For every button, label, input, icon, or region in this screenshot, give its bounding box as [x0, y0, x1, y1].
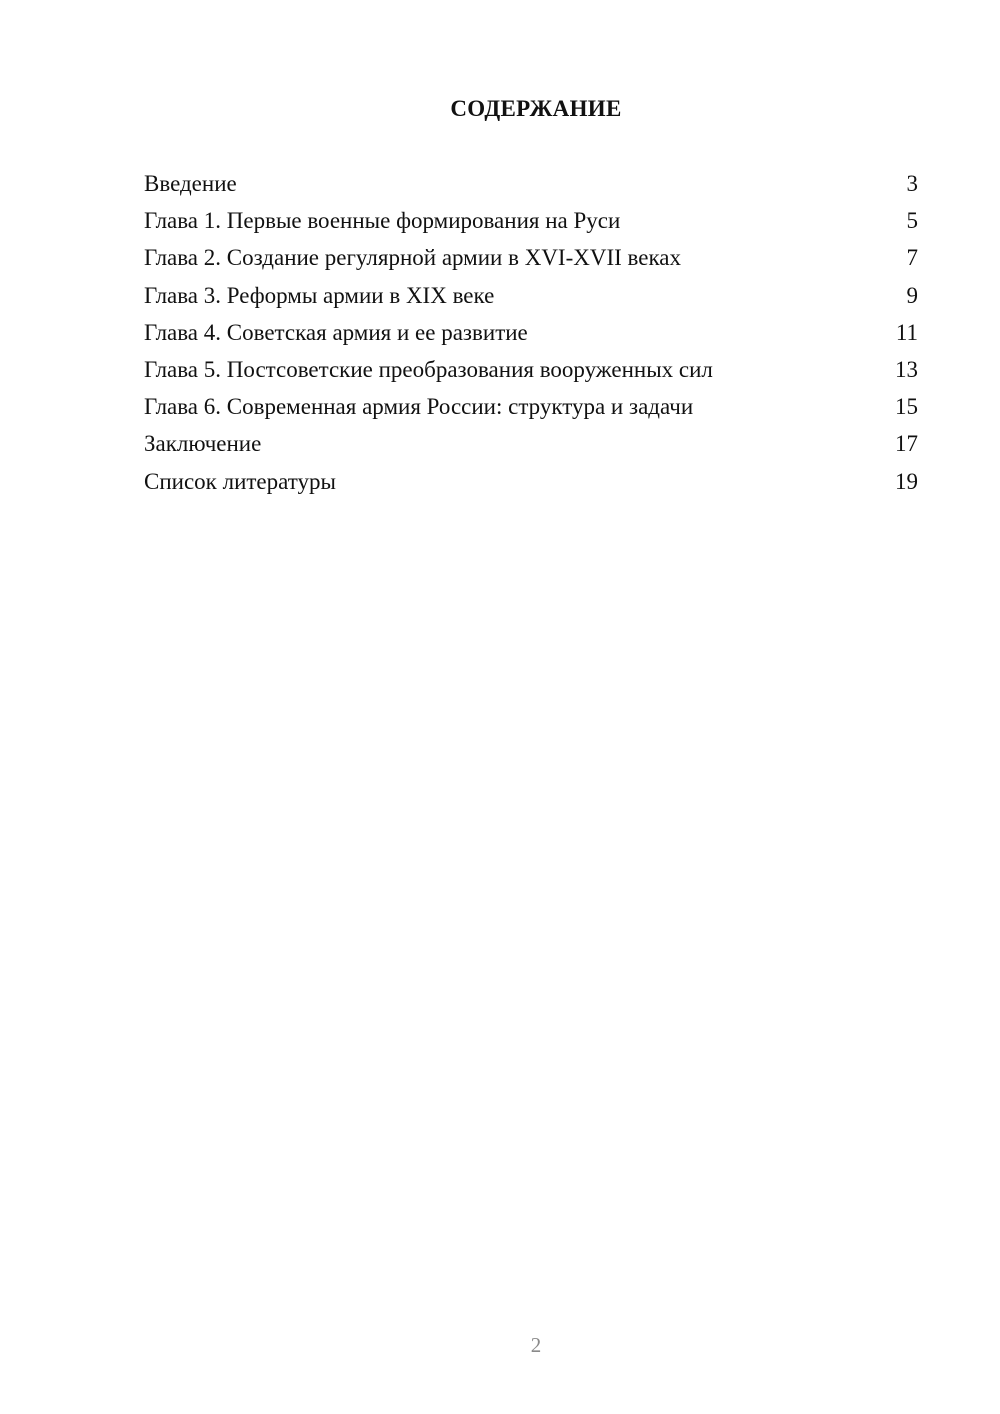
toc-entry-title: Введение [144, 171, 237, 196]
toc-entry-title: Глава 1. Первые военные формирования на Руси [144, 208, 621, 234]
toc-entry-title: Заключение [144, 431, 262, 457]
toc-entry-page: 7 [906, 245, 918, 271]
toc-entry-page: 3 [906, 171, 918, 196]
toc-entry-chapter-2[interactable] [144, 242, 918, 279]
toc-entry-page: 5 [906, 208, 918, 234]
toc-entry-chapter-4[interactable] [144, 317, 918, 354]
toc-entry-chapter-3[interactable] [144, 280, 918, 317]
toc-entry-page: 9 [906, 282, 918, 308]
toc-entry-bibliography[interactable] [144, 466, 918, 503]
toc-entry-conclusion[interactable] [144, 428, 918, 465]
toc-entry-page: 11 [895, 319, 918, 345]
toc-entry-title: Глава 6. Современная армия России: структура и задачи [144, 394, 694, 420]
toc-entry-title: Список литературы [144, 468, 336, 494]
table-of-contents [144, 168, 918, 503]
toc-entry-page: 17 [895, 431, 918, 457]
toc-entry-chapter-6[interactable] [144, 391, 918, 428]
toc-entry-page: 19 [895, 468, 918, 494]
toc-entry-title: Глава 3. Реформы армии в XIX веке [144, 282, 495, 308]
toc-entry-title: Глава 5. Постсоветские преобразования вооруженных сил [144, 356, 713, 382]
toc-entry-chapter-5[interactable] [144, 354, 918, 391]
page-title: СОДЕРЖАНИЕ [450, 96, 622, 121]
toc-entry-page: 13 [895, 356, 918, 382]
toc-entry-introduction[interactable] [144, 168, 918, 205]
page-number: 2 [530, 1333, 542, 1357]
toc-entry-page: 15 [895, 394, 918, 420]
toc-entry-title: Глава 2. Создание регулярной армии в XVI-XVII веках [144, 245, 682, 271]
toc-entry-chapter-1[interactable] [144, 205, 918, 242]
toc-entry-title: Глава 4. Советская армия и ее развитие [144, 319, 528, 345]
